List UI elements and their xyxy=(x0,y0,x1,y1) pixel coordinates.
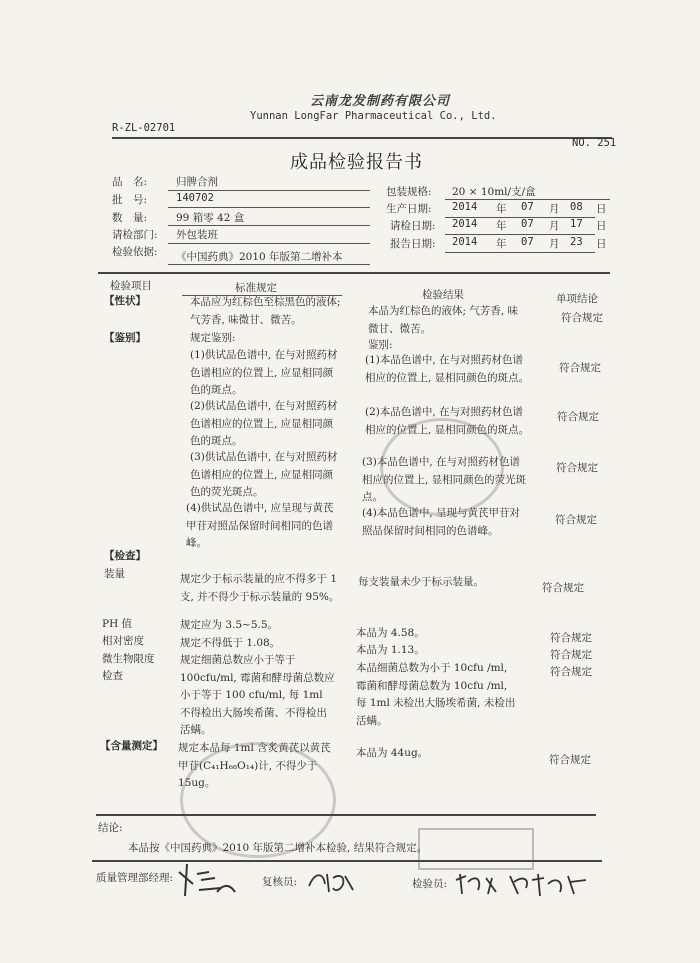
report-date-underline xyxy=(445,252,595,253)
microbial-item-2: 检查 xyxy=(102,670,123,682)
fill-volume-item: 装量 xyxy=(104,568,125,580)
basis-label: 检验依据: xyxy=(112,246,158,258)
identification-1-conclusion: 符合规定 xyxy=(559,362,601,374)
column-header-result: 检验结果 xyxy=(422,289,464,301)
document-code: R-ZL-02701 xyxy=(112,122,176,134)
spec-underline xyxy=(445,199,610,200)
density-conclusion: 符合规定 xyxy=(550,649,592,661)
batch-underline xyxy=(168,207,370,208)
ph-standard: 规定应为 3.5~5.5。 xyxy=(180,619,279,631)
company-name-cn: 云南龙发制药有限公司 xyxy=(310,94,451,109)
property-conclusion: 符合规定 xyxy=(561,312,603,324)
identification-standard-head: 规定鉴别: xyxy=(190,332,236,344)
section-property: 【性状】 xyxy=(104,295,146,307)
request-date-day: 17 xyxy=(570,218,583,230)
page-title: 成品检验报告书 xyxy=(290,152,423,173)
quantity-value: 99 箱零 42 盒 xyxy=(176,212,245,224)
identification-3-conclusion: 符合规定 xyxy=(556,462,598,474)
microbial-conclusion: 符合规定 xyxy=(550,666,592,678)
section-identification: 【鉴别】 xyxy=(104,332,146,344)
quantity-underline xyxy=(168,225,370,226)
property-standard: 本品应为红棕色至棕黑色的液体; 气芳香, 味微甘、微苦。 xyxy=(190,296,341,326)
production-date-year: 2014 xyxy=(452,201,478,213)
product-name-label: 品 名: xyxy=(112,176,148,188)
identification-1-result: (1)本品色谱中, 在与对照药材色谱相应的位置上, 显相同颜色的斑点。 xyxy=(365,354,530,384)
fill-volume-standard: 规定少于标示装量的应不得多于 1 支, 并不得少于标示装量的 95%。 xyxy=(180,573,340,603)
identification-4-conclusion: 符合规定 xyxy=(555,514,597,526)
reviewer-label: 复核员: xyxy=(262,876,298,888)
header-rule xyxy=(112,137,612,139)
qa-manager-signature xyxy=(175,862,240,898)
request-date-month: 07 xyxy=(521,218,534,230)
column-header-item: 检验项目 xyxy=(110,280,152,292)
identification-4-result: (4)本品色谱中, 呈现与黄芪甲苷对照品保留时间相同的色谱峰。 xyxy=(362,507,521,537)
department-label: 请检部门: xyxy=(112,229,158,241)
basis-underline xyxy=(168,264,370,265)
identification-1-standard: (1)供试品色谱中, 在与对照药材色谱相应的位置上, 应显相同颜色的斑点。 xyxy=(190,349,338,396)
identification-4-standard: (4)供试品色谱中, 应呈现与黄芪甲苷对照品保留时间相同的色谱峰。 xyxy=(186,502,334,549)
quantity-label: 数 量: xyxy=(112,212,148,224)
request-date-month-unit: 月 xyxy=(549,220,560,232)
request-date-year: 2014 xyxy=(452,218,478,230)
product-underline xyxy=(168,190,370,191)
production-date-day-unit: 日 xyxy=(596,203,607,215)
identification-2-result: (2)本品色谱中, 在与对照药材色谱相应的位置上, 显相同颜色的斑点。 xyxy=(365,406,530,436)
document-number: NO. 251 xyxy=(572,137,617,149)
spec-label: 包装规格: xyxy=(386,186,432,198)
qa-manager-label: 质量管理部经理: xyxy=(96,872,174,884)
department-underline xyxy=(168,243,370,244)
microbial-item: 微生物限度 xyxy=(102,653,155,665)
assay-conclusion: 符合规定 xyxy=(549,754,591,766)
ph-item: PH 值 xyxy=(102,618,133,630)
assay-result: 本品为 44ug。 xyxy=(356,747,429,759)
production-date-day: 08 xyxy=(570,201,583,213)
production-date-month-unit: 月 xyxy=(549,203,560,215)
fill-volume-conclusion: 符合规定 xyxy=(542,582,584,594)
company-name-en: Yunnan LongFar Pharmaceutical Co., Ltd. xyxy=(250,110,497,122)
density-standard: 规定不得低于 1.08。 xyxy=(180,637,281,649)
identification-3-standard: (3)供试品色谱中, 在与对照药材色谱相应的位置上, 应显相同颜色的荧光斑点。 xyxy=(190,451,338,498)
property-result: 本品为红棕色的液体; 气芳香, 味微甘、微苦。 xyxy=(368,305,519,335)
density-result: 本品为 1.13。 xyxy=(356,644,425,656)
conclusion-text: 本品按《中国药典》2010 年版第二增补本检验, 结果符合规定。 xyxy=(128,842,428,854)
production-date-year-unit: 年 xyxy=(496,203,507,215)
report-date-year-unit: 年 xyxy=(496,238,507,250)
spec-value: 20 × 10ml/支/盒 xyxy=(452,186,536,198)
identification-2-conclusion: 符合规定 xyxy=(557,411,599,423)
request-date-day-unit: 日 xyxy=(596,220,607,232)
report-date-year: 2014 xyxy=(452,236,478,248)
section-assay: 【含量测定】 xyxy=(100,740,163,752)
product-name-value: 归脾合剂 xyxy=(176,176,218,188)
conclusion-label: 结论: xyxy=(98,822,123,834)
microbial-standard: 规定细菌总数应小于等于 100cfu/ml, 霉菌和酵母菌总数应小于等于 100 cfu/ml, 每 1ml 不得检出大肠埃希菌、不得检出活螨。 xyxy=(180,654,335,736)
report-date-day: 23 xyxy=(570,236,583,248)
reviewer-signature xyxy=(305,868,357,896)
report-date-month-unit: 月 xyxy=(549,238,560,250)
batch-label: 批 号: xyxy=(112,194,148,206)
column-header-standard: 标准规定 xyxy=(235,282,277,294)
conclusion-rule-top xyxy=(96,814,596,816)
ph-result: 本品为 4.58。 xyxy=(356,627,425,639)
report-date-day-unit: 日 xyxy=(596,238,607,250)
column-header-conclusion: 单项结论 xyxy=(556,293,598,305)
fill-volume-result: 每支装量未少于标示装量。 xyxy=(358,576,484,588)
table-top-rule xyxy=(98,272,610,274)
seal-stamp-top xyxy=(380,418,504,516)
department-value: 外包装班 xyxy=(176,229,218,241)
request-date-label: 请检日期: xyxy=(390,220,436,232)
report-date-label: 报告日期: xyxy=(390,238,436,250)
inspector-label: 检验员: xyxy=(412,878,448,890)
production-date-label: 生产日期: xyxy=(386,203,432,215)
identification-2-standard: (2)供试品色谱中, 在与对照药材色谱相应的位置上, 应显相同颜色的斑点。 xyxy=(190,400,338,447)
basis-value: 《中国药典》2010 年版第二增补本 xyxy=(176,251,343,263)
seal-stamp-stamp-box xyxy=(418,828,534,870)
report-date-month: 07 xyxy=(521,236,534,248)
inspector-signatures xyxy=(452,870,592,900)
request-date-year-unit: 年 xyxy=(496,220,507,232)
microbial-result: 本品细菌总数为小于 10cfu /ml, 霉菌和酵母菌总数为 10cfu /ml, 每 1ml 未检出大肠埃希菌, 未检出活螨。 xyxy=(356,662,516,727)
assay-standard: 规定本品每 1ml 含炙黄芪以黄芪甲苷(C₄₁H₆₈O₁₄)计, 不得少于 15ug。 xyxy=(178,742,331,789)
production-date-month: 07 xyxy=(521,201,534,213)
section-check: 【检查】 xyxy=(104,550,146,562)
density-item: 相对密度 xyxy=(102,635,144,647)
ph-conclusion: 符合规定 xyxy=(550,632,592,644)
identification-3-result: (3)本品色谱中, 在与对照药材色谱相应的位置上, 显相同颜色的荧光斑点。 xyxy=(362,456,527,503)
request-date-underline xyxy=(445,234,595,235)
conclusion-rule-bottom xyxy=(92,860,602,862)
batch-value: 140702 xyxy=(176,192,214,204)
identification-result-head: 鉴别: xyxy=(368,339,393,351)
